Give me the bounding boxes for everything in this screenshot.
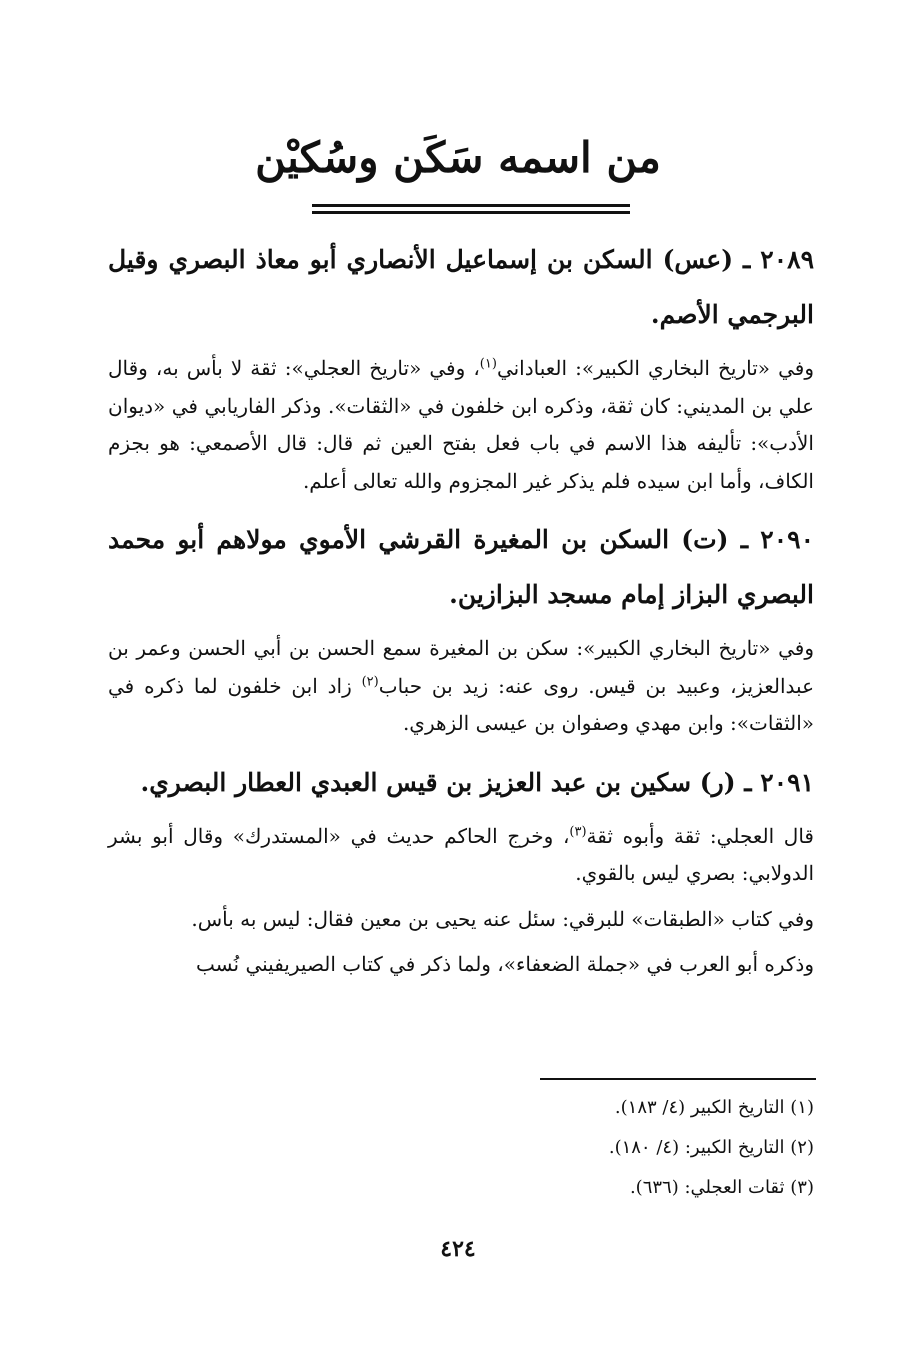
paragraph-text: وفي «تاريخ البخاري الكبير»: سكن بن المغيرة سمع الحسن بن أبي الحسن وعمر بن عبدالعزيز، وعبيد بن قيس. روى عنه: زيد بن حباب: [108, 636, 814, 698]
title-double-rule: [312, 204, 630, 214]
footnotes: [108, 1088, 814, 1208]
entry-2091: [108, 755, 814, 984]
footnote-ref: (١): [479, 356, 497, 372]
paragraph: [108, 946, 814, 984]
paragraph-text: زاد ابن خلفون لما ذكره في «الثقات»: وابن مهدي وصفوان بن عيسى الزهري.: [108, 673, 814, 735]
entry-body: [108, 630, 814, 743]
entry-heading: ٢٠٩٠ ـ (ت) السكن بن المغيرة القرشي الأموي مولاهم أبو محمد البصري البزاز إمام مسجد البزازين.: [108, 525, 814, 609]
paragraph-text: وفي كتاب «الطبقات» للبرقي: سئل عنه يحيى بن معين فقال: ليس به بأس.: [191, 906, 814, 931]
paragraph-text: قال العجلي: ثقة وأبوه ثقة: [586, 823, 814, 848]
footnote-3: (٣) ثقات العجلي: (٦٣٦).: [629, 1177, 814, 1198]
paragraph: [108, 350, 814, 500]
footnote-separator: [540, 1078, 816, 1080]
footnote-ref: (٢): [361, 673, 379, 689]
entry-2090: [108, 512, 814, 743]
paragraph: [108, 630, 814, 743]
paragraph: [108, 818, 814, 893]
entry-2089: [108, 232, 814, 500]
paragraph-text: وفي «تاريخ البخاري الكبير»: العباداني: [496, 356, 814, 380]
entry-heading: ٢٠٨٩ ـ (عس) السكن بن إسماعيل الأنصاري أبو معاذ البصري وقيل البرجمي الأصم.: [108, 245, 814, 329]
footnote-1: (١) التاريخ الكبير (٤/ ١٨٣).: [614, 1097, 814, 1118]
page-number: ٤٢٤: [440, 1236, 476, 1262]
page-content: [108, 232, 814, 996]
entry-body: [108, 350, 814, 500]
entry-body: [108, 818, 814, 984]
paragraph: [108, 901, 814, 939]
paragraph-text: ، وخرج الحاكم حديث في «المستدرك» وقال أبو بشر الدولابي: بصري ليس بالقوي.: [108, 823, 814, 885]
chapter-title: من اسمه سَكَن وسُكيْن: [255, 133, 661, 182]
paragraph-text: ، وفي «تاريخ العجلي»: ثقة لا بأس به، وقال علي بن المديني: كان ثقة، وذكره ابن خلفون في «الثقات». وذكر الفاريابي في «ديوان الأدب»: تأليفه هذا الاسم في باب فعل بفتح العين ثم قال: قال الأصمعي: هو بجزم الكاف، وأما ابن سيده فلم يذكر غير المجزوم والله تعالى أعلم.: [108, 356, 815, 493]
footnote-2: (٢) التاريخ الكبير: (٤/ ١٨٠).: [608, 1137, 814, 1158]
entry-heading: ٢٠٩١ ـ (ر) سكين بن عبد العزيز بن قيس العبدي العطار البصري.: [140, 767, 814, 797]
footnote-ref: (٣): [569, 823, 587, 839]
paragraph-text: وذكره أبو العرب في «جملة الضعفاء»، ولما ذكر في كتاب الصيريفيني نُسب: [196, 952, 814, 976]
